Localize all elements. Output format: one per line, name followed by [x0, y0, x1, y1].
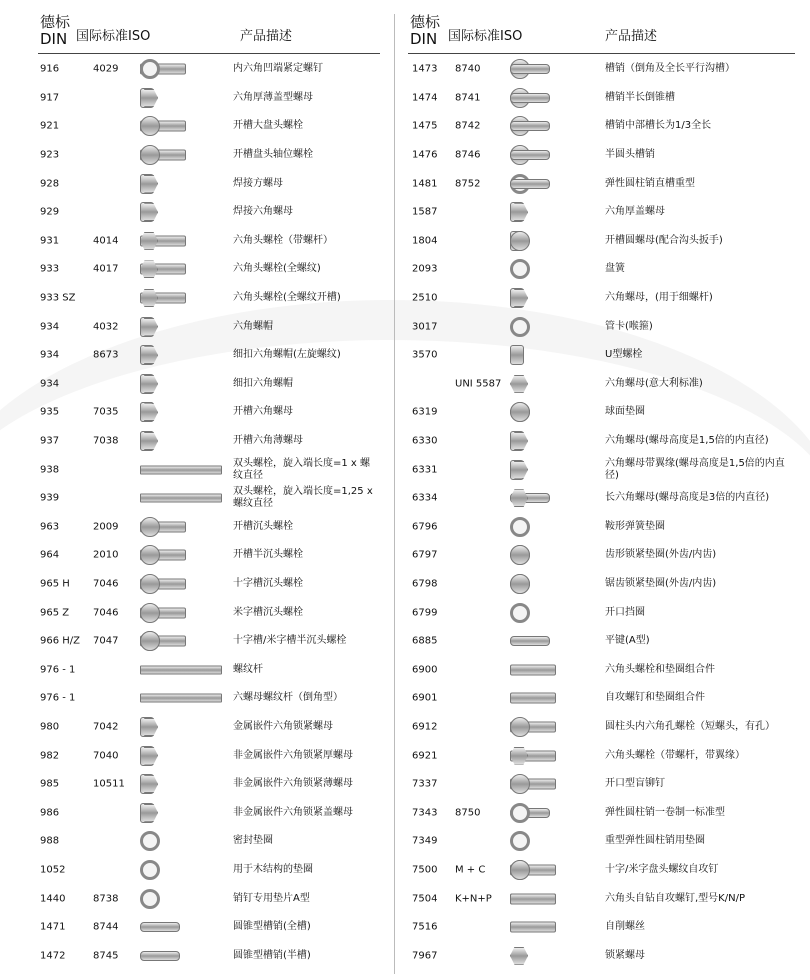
- din-code: 986: [40, 807, 60, 819]
- iso-code: 7046: [93, 607, 119, 619]
- right-header: [405, 0, 810, 55]
- product-description: 管卡(喉箍): [605, 320, 653, 332]
- product-description: 六角头螺栓和垫圈组合件: [605, 663, 715, 675]
- din-code: 923: [40, 149, 60, 161]
- table-row: [0, 455, 380, 484]
- table-row: [0, 255, 380, 284]
- din-code: 6921: [412, 750, 438, 762]
- din-code: 7516: [412, 921, 438, 933]
- din-code: 6796: [412, 521, 438, 533]
- product-description: 槽销（倒角及全长平行沟槽）: [605, 63, 735, 75]
- din-code: 6799: [412, 607, 438, 619]
- header-rule: [408, 53, 795, 54]
- table-row: [0, 913, 380, 942]
- product-description: 焊接方螺母: [233, 177, 283, 189]
- ring-icon: [140, 860, 160, 880]
- product-description: 销钉专用垫片A型: [233, 892, 310, 904]
- product-description: 六角头螺栓（带螺杆）: [233, 234, 333, 246]
- table-row: [0, 513, 380, 542]
- din-code: 7967: [412, 950, 438, 962]
- table-row: [0, 827, 380, 856]
- product-description: 弹性圆柱销一卷制一标准型: [605, 806, 725, 818]
- table-row: [0, 484, 380, 513]
- din-code: 2510: [412, 292, 438, 304]
- pin-icon: [510, 636, 550, 646]
- din-code: 934: [40, 378, 60, 390]
- iso-code: 8738: [93, 893, 119, 905]
- table-row: [0, 55, 380, 84]
- product-description: 锯齿锁紧垫圈(外齿/内齿): [605, 577, 717, 589]
- table-row: [0, 598, 380, 627]
- pin-icon: [510, 150, 550, 160]
- table-row: [0, 141, 380, 170]
- table-row: [405, 570, 810, 599]
- table-row: [0, 570, 380, 599]
- iso-code: 7042: [93, 721, 119, 733]
- din-code: 929: [40, 206, 60, 218]
- table-row: [405, 741, 810, 770]
- table-row: [405, 255, 810, 284]
- din-code: 7504: [412, 893, 438, 905]
- din-code: 933: [40, 263, 60, 275]
- din-code: 6331: [412, 464, 438, 476]
- iso-code: 2010: [93, 549, 119, 561]
- header-rule: [38, 53, 380, 54]
- din-code: 1475: [412, 120, 438, 132]
- product-description: 重型弹性圆柱销用垫圈: [605, 835, 705, 847]
- disc-icon: [140, 145, 160, 165]
- iso-code: 8744: [93, 921, 119, 933]
- table-row: [0, 856, 380, 885]
- disc-icon: [510, 545, 530, 565]
- disc-icon: [140, 574, 160, 594]
- pin-icon: [510, 179, 550, 189]
- iso-code: 4017: [93, 263, 119, 275]
- din-code: 6885: [412, 635, 438, 647]
- table-row: [0, 655, 380, 684]
- product-description: 鞍形弹簧垫圈: [605, 520, 665, 532]
- product-description: 半圆头槽销: [605, 149, 655, 161]
- din-header-en: DIN: [40, 30, 68, 48]
- disc-icon: [510, 574, 530, 594]
- iso-code: 4014: [93, 235, 119, 247]
- table-row: [405, 827, 810, 856]
- din-code: 982: [40, 750, 60, 762]
- disc-icon: [510, 231, 530, 251]
- table-row: [0, 884, 380, 913]
- product-description: 密封垫圈: [233, 835, 273, 847]
- table-row: [405, 198, 810, 227]
- din-code: 1052: [40, 864, 66, 876]
- din-code: 1587: [412, 206, 438, 218]
- product-description: 非金属嵌件六角锁紧厚螺母: [233, 749, 353, 761]
- product-description: 平键(A型): [605, 635, 650, 647]
- table-row: [405, 627, 810, 656]
- iso-code: 10511: [93, 778, 125, 790]
- product-description: 十字槽沉头螺栓: [233, 577, 303, 589]
- din-code: 1474: [412, 92, 438, 104]
- table-row: [0, 941, 380, 970]
- din-code: 985: [40, 778, 60, 790]
- table-row: [405, 713, 810, 742]
- product-description: 锁紧螺母: [605, 949, 645, 961]
- product-description: 圆锥型槽销(全槽): [233, 921, 311, 933]
- table-row: [405, 541, 810, 570]
- din-code: 7343: [412, 807, 438, 819]
- iso-code: UNI 5587: [455, 378, 502, 390]
- disc-icon: [510, 717, 530, 737]
- table-row: [405, 169, 810, 198]
- product-description: 槽销半长倒锥槽: [605, 91, 675, 103]
- table-row: [405, 856, 810, 885]
- left-header: [0, 0, 380, 55]
- din-code: 6900: [412, 664, 438, 676]
- iso-code: 8752: [455, 178, 481, 190]
- product-description: 齿形锁紧垫圈(外齿/内齿): [605, 549, 717, 561]
- product-description: 开槽六角螺母: [233, 406, 293, 418]
- disc-icon: [510, 860, 530, 880]
- ring-icon: [510, 317, 530, 337]
- ring-icon: [140, 831, 160, 851]
- disc-icon: [510, 402, 530, 422]
- product-description: 双头螺栓，旋入端长度=1,25 x 螺纹直径: [233, 486, 373, 510]
- table-row: [0, 741, 380, 770]
- product-description: 弹性圆柱销直槽重型: [605, 177, 695, 189]
- table-row: [0, 798, 380, 827]
- din-code: 938: [40, 464, 60, 476]
- table-row: [405, 598, 810, 627]
- iso-code: 7046: [93, 578, 119, 590]
- product-description: 细扣六角螺帽: [233, 377, 293, 389]
- long-icon: [140, 694, 222, 703]
- iso-header: 国际标准ISO: [76, 29, 151, 44]
- product-description: 细扣六角螺帽(左旋螺纹): [233, 349, 341, 361]
- product-description: 焊接六角螺母: [233, 206, 293, 218]
- right-column: [405, 0, 810, 970]
- iso-code: 8746: [455, 149, 481, 161]
- desc-header: 产品描述: [240, 29, 293, 44]
- iso-code: 8741: [455, 92, 481, 104]
- table-row: [0, 770, 380, 799]
- din-code: 1473: [412, 63, 438, 75]
- disc-icon: [510, 774, 530, 794]
- din-code: 917: [40, 92, 60, 104]
- product-description: 内六角凹端紧定螺钉: [233, 63, 323, 75]
- table-row: [0, 169, 380, 198]
- table-row: [405, 770, 810, 799]
- product-description: 开槽圆螺母(配合沟头扳手): [605, 234, 723, 246]
- product-description: 自削螺丝: [605, 921, 645, 933]
- iso-code: K+N+P: [455, 893, 492, 905]
- table-row: [0, 627, 380, 656]
- din-code: 6334: [412, 492, 438, 504]
- product-description: 六角螺母(意大利标准): [605, 377, 703, 389]
- table-row: [405, 884, 810, 913]
- table-row: [405, 427, 810, 456]
- din-header: [40, 14, 70, 48]
- table-row: [0, 284, 380, 313]
- table-row: [405, 913, 810, 942]
- long-icon: [140, 494, 222, 503]
- product-description: 十字/米字盘头螺纹自攻钉: [605, 863, 719, 875]
- din-code: 921: [40, 120, 60, 132]
- din-code: 935: [40, 406, 60, 418]
- din-code: 976 - 1: [40, 664, 76, 676]
- product-description: 开槽六角薄螺母: [233, 435, 303, 447]
- iso-code: M + C: [455, 864, 486, 876]
- product-description: 六角头自钻自攻螺钉,型号K/N/P: [605, 892, 745, 904]
- pin-icon: [140, 951, 180, 961]
- product-description: 开槽半沉头螺栓: [233, 549, 303, 561]
- table-row: [405, 341, 810, 370]
- iso-code: 7040: [93, 750, 119, 762]
- table-row: [0, 84, 380, 113]
- product-description: 圆锥型槽销(半槽): [233, 949, 311, 961]
- product-description: 六角螺母，(用于细螺杆): [605, 292, 713, 304]
- table-row: [405, 684, 810, 713]
- long-icon: [140, 665, 222, 674]
- iso-code: 7035: [93, 406, 119, 418]
- bolt-icon: [510, 893, 556, 904]
- din-code: 3570: [412, 349, 438, 361]
- disc-icon: [140, 517, 160, 537]
- din-code: 916: [40, 63, 60, 75]
- din-code: 6798: [412, 578, 438, 590]
- long-icon: [140, 465, 222, 474]
- iso-code: 8673: [93, 349, 119, 361]
- table-row: [405, 284, 810, 313]
- ring-icon: [140, 889, 160, 909]
- din-code: 934: [40, 349, 60, 361]
- left-table: [0, 55, 380, 970]
- ring-icon: [510, 603, 530, 623]
- pin-icon: [140, 922, 180, 932]
- din-code: 6912: [412, 721, 438, 733]
- din-code: 1804: [412, 235, 438, 247]
- product-description: U型螺栓: [605, 349, 643, 361]
- product-description: 十字槽/米字槽半沉头螺栓: [233, 635, 347, 647]
- iso-code: 8745: [93, 950, 119, 962]
- product-description: 开口型盲铆钉: [605, 778, 665, 790]
- table-row: [405, 941, 810, 970]
- product-description: 用于木结构的垫圈: [233, 863, 313, 875]
- din-code: 1472: [40, 950, 66, 962]
- table-row: [405, 141, 810, 170]
- iso-code: 7038: [93, 435, 119, 447]
- din-code: 939: [40, 492, 60, 504]
- table-row: [405, 55, 810, 84]
- iso-code: 4029: [93, 63, 119, 75]
- din-code: 937: [40, 435, 60, 447]
- iso-code: 2009: [93, 521, 119, 533]
- product-description: 开槽沉头螺栓: [233, 520, 293, 532]
- desc-header: 产品描述: [605, 29, 658, 44]
- din-code: 6797: [412, 549, 438, 561]
- din-code: 934: [40, 321, 60, 333]
- din-header-en: DIN: [410, 30, 438, 48]
- column-divider: [394, 14, 395, 974]
- din-header-cn: 德标: [410, 13, 441, 31]
- right-table: [405, 55, 810, 970]
- table-row: [405, 312, 810, 341]
- din-code: 2093: [412, 263, 438, 275]
- product-description: 六角螺母带翼缘(螺母高度是1,5倍的内直径): [605, 457, 785, 481]
- left-column: [0, 0, 380, 970]
- product-description: 开槽大盘头螺栓: [233, 120, 303, 132]
- table-row: [0, 112, 380, 141]
- bolt-icon: [510, 922, 556, 933]
- product-description: 开槽盘头轴位螺栓: [233, 149, 313, 161]
- din-code: 965 H: [40, 578, 70, 590]
- product-description: 圆柱头内六角孔螺栓（短螺头，有孔）: [605, 720, 775, 732]
- din-code: 966 H/Z: [40, 635, 81, 647]
- iso-code: 4032: [93, 321, 119, 333]
- iso-code: 8740: [455, 63, 481, 75]
- din-code: 7500: [412, 864, 438, 876]
- din-code: 976 - 1: [40, 692, 76, 704]
- table-row: [405, 513, 810, 542]
- table-row: [0, 227, 380, 256]
- iso-code: 7047: [93, 635, 119, 647]
- product-description: 球面垫圈: [605, 406, 645, 418]
- product-description: 非金属嵌件六角锁紧盖螺母: [233, 806, 353, 818]
- table-row: [0, 312, 380, 341]
- table-row: [0, 713, 380, 742]
- table-row: [0, 341, 380, 370]
- product-description: 开口挡圈: [605, 606, 645, 618]
- product-description: 六螺母螺纹杆（倒角型）: [233, 692, 343, 704]
- din-code: 964: [40, 549, 60, 561]
- product-description: 盘簧: [605, 263, 625, 275]
- product-description: 六角螺帽: [233, 320, 273, 332]
- table-row: [0, 398, 380, 427]
- table-row: [0, 198, 380, 227]
- product-description: 螺纹杆: [233, 663, 263, 675]
- bolt-icon: [510, 693, 556, 704]
- disc-icon: [140, 545, 160, 565]
- din-header: [410, 14, 440, 48]
- iso-header: 国际标准ISO: [448, 29, 523, 44]
- pin-icon: [510, 93, 550, 103]
- disc-icon: [140, 631, 160, 651]
- din-code: 7337: [412, 778, 438, 790]
- din-code: 6319: [412, 406, 438, 418]
- disc-icon: [140, 603, 160, 623]
- table-row: [0, 370, 380, 399]
- product-description: 槽销中部槽长为1/3全长: [605, 120, 712, 132]
- table-row: [405, 798, 810, 827]
- din-code: 933 SZ: [40, 292, 76, 304]
- head-icon: [510, 345, 524, 365]
- product-description: 六角头螺栓(全螺纹开槽): [233, 292, 341, 304]
- table-row: [405, 84, 810, 113]
- table-row: [405, 655, 810, 684]
- table-row: [0, 684, 380, 713]
- din-code: 1471: [40, 921, 66, 933]
- din-code: 980: [40, 721, 60, 733]
- table-row: [405, 455, 810, 484]
- ring-icon: [510, 517, 530, 537]
- ring-icon: [140, 59, 160, 79]
- din-code: 7349: [412, 835, 438, 847]
- product-description: 六角头螺栓（带螺杆，带翼缘）: [605, 749, 745, 761]
- din-code: 963: [40, 521, 60, 533]
- ring-icon: [510, 803, 530, 823]
- iso-code: 8750: [455, 807, 481, 819]
- table-row: [405, 398, 810, 427]
- product-description: 长六角螺母(螺母高度是3倍的内直径): [605, 492, 770, 504]
- hex-icon: [510, 947, 528, 965]
- ring-icon: [510, 831, 530, 851]
- product-description: 非金属嵌件六角锁紧薄螺母: [233, 778, 353, 790]
- din-code: 931: [40, 235, 60, 247]
- ring-icon: [510, 259, 530, 279]
- product-description: 金属嵌件六角锁紧螺母: [233, 720, 333, 732]
- table-row: [405, 227, 810, 256]
- table-row: [405, 112, 810, 141]
- table-row: [0, 427, 380, 456]
- din-code: 928: [40, 178, 60, 190]
- din-code: 988: [40, 835, 60, 847]
- product-description: 六角厚盖螺母: [605, 206, 665, 218]
- din-code: 1476: [412, 149, 438, 161]
- hex-icon: [510, 489, 528, 507]
- din-code: 6330: [412, 435, 438, 447]
- product-description: 六角头螺栓(全螺纹): [233, 263, 321, 275]
- din-code: 965 Z: [40, 607, 70, 619]
- bolt-icon: [510, 664, 556, 675]
- din-code: 1440: [40, 893, 66, 905]
- table-row: [405, 484, 810, 513]
- din-code: 1481: [412, 178, 438, 190]
- pin-icon: [510, 121, 550, 131]
- hex-icon: [510, 375, 528, 393]
- din-code: 3017: [412, 321, 438, 333]
- disc-icon: [140, 116, 160, 136]
- pin-icon: [510, 64, 550, 74]
- product-description: 米字槽沉头螺栓: [233, 606, 303, 618]
- din-code: 6901: [412, 692, 438, 704]
- product-description: 双头螺栓，旋入端长度=1 x 螺纹直径: [233, 457, 371, 481]
- product-description: 自攻螺钉和垫圈组合件: [605, 692, 705, 704]
- product-description: 六角厚薄盖型螺母: [233, 91, 313, 103]
- din-header-cn: 德标: [40, 13, 71, 31]
- table-row: [405, 370, 810, 399]
- table-row: [0, 541, 380, 570]
- product-description: 六角螺母(螺母高度是1,5倍的内直径): [605, 435, 769, 447]
- iso-code: 8742: [455, 120, 481, 132]
